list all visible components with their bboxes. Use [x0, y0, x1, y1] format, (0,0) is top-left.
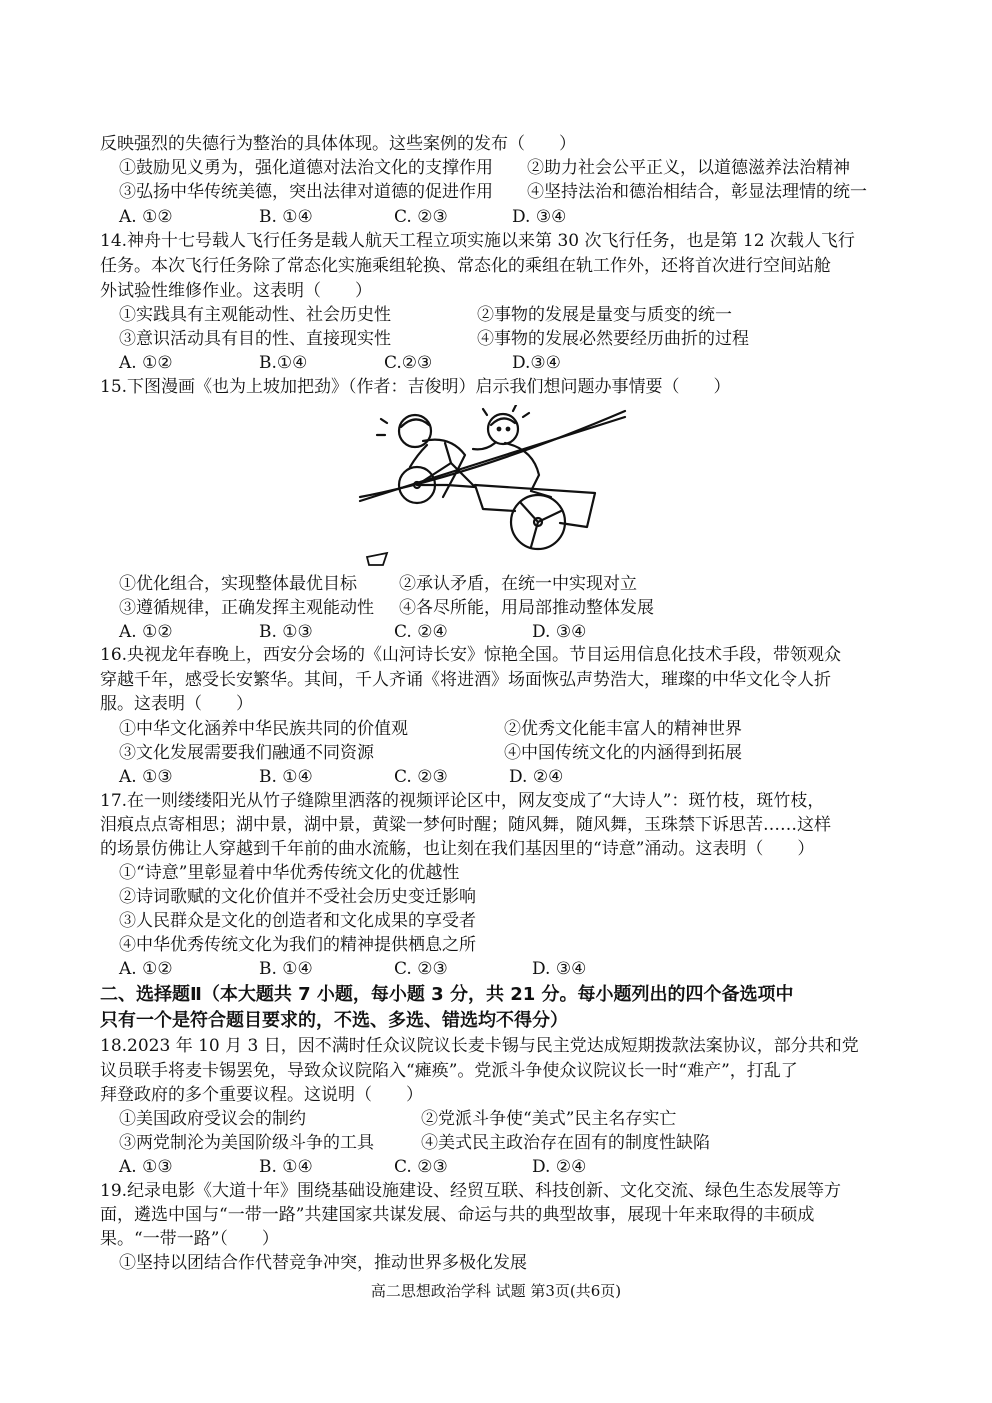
q15-statement-1: ①优化组合，实现整体最优目标 [119, 574, 357, 594]
q17-option-b: B. ①④ [259, 959, 313, 979]
q18-stem-line-3: 拜登政府的多个重要议程。这说明（ ） [100, 1085, 423, 1105]
q15-statement-3: ③遵循规律，正确发挥主观能动性 [119, 598, 374, 618]
q13-option-a: A. ①② [119, 207, 173, 227]
q18-option-d: D. ②④ [532, 1157, 587, 1177]
q15-option-a: A. ①② [119, 622, 173, 642]
q16-option-d: D. ②④ [509, 767, 564, 787]
q17-option-d: D. ③④ [532, 959, 587, 979]
cartoon-illustration [355, 405, 630, 570]
q14-option-d: D.③④ [512, 353, 561, 373]
section-2-heading-line-2: 只有一个是符合题目要求的，不选、多选、错选均不得分） [100, 1010, 568, 1031]
q16-statement-1: ①中华文化涵养中华民族共同的价值观 [119, 719, 408, 739]
q14-stem-line-1: 14.神舟十七号载人飞行任务是载人航天工程立项实施以来第 30 次飞行任务，也是第 12 次载人飞行 [100, 231, 855, 251]
q19-stem-line-1: 19.纪录电影《大道十年》围绕基础设施建设、经贸互联、科技创新、文化交流、绿色生态发展等方 [100, 1181, 842, 1201]
q14-stem-line-2: 任务。本次飞行任务除了常态化实施乘组轮换、常态化的乘组在轨工作外，还将首次进行空间站舱 [100, 256, 831, 276]
page-footer: 高二思想政治学科 试题 第3页(共6页) [370, 1282, 622, 1300]
q16-statement-4: ④中国传统文化的内涵得到拓展 [504, 743, 742, 763]
q16-stem-line-3: 服。这表明（ ） [100, 694, 253, 714]
q14-statement-2: ②事物的发展是量变与质变的统一 [477, 305, 732, 325]
q14-option-b: B.①④ [259, 353, 308, 373]
q18-statement-1: ①美国政府受议会的制约 [119, 1109, 306, 1129]
section-2-heading-line-1: 二、选择题Ⅱ（本大题共 7 小题，每小题 3 分，共 21 分。每小题列出的四个备选项中 [100, 984, 794, 1005]
q18-stem-line-2: 议员联手将麦卡锡罢免，导致众议院陷入“瘫痪”。党派斗争使众议院议长一时“难产”，打乱了 [100, 1061, 798, 1081]
q14-stem-line-3: 外试验性维修作业。这表明（ ） [100, 281, 372, 301]
q18-statement-2: ②党派斗争使“美式”民主名存实亡 [421, 1109, 677, 1129]
q19-statement-1: ①坚持以团结合作代替竞争冲突，推动世界多极化发展 [119, 1253, 527, 1273]
q16-statement-3: ③文化发展需要我们融通不同资源 [119, 743, 374, 763]
q17-stem-line-3: 的场景仿佛让人穿越到千年前的曲水流觞，也让刻在我们基因里的“诗意”涌动。这表明（ ） [100, 839, 815, 859]
q18-option-b: B. ①④ [259, 1157, 313, 1177]
q19-stem-line-2: 面，遴选中国与“一带一路”共建国家共谋发展、命运与共的典型故事，展现十年来取得的丰硕成 [100, 1205, 815, 1225]
q17-statement-4: ④中华优秀传统文化为我们的精神提供栖息之所 [119, 935, 476, 955]
q13-option-b: B. ①④ [259, 207, 313, 227]
q17-option-a: A. ①② [119, 959, 173, 979]
q16-option-c: C. ②③ [394, 767, 448, 787]
q13-statement-1: ①鼓励见义勇为，强化道德对法治文化的支撑作用 [119, 158, 493, 178]
q14-option-c: C.②③ [384, 353, 433, 373]
q16-option-b: B. ①④ [259, 767, 313, 787]
q16-stem-line-1: 16.央视龙年春晚上，西安分会场的《山河诗长安》惊艳全国。节目运用信息化技术手段，带领观众 [100, 645, 842, 665]
q16-option-a: A. ①③ [119, 767, 173, 787]
q17-statement-3: ③人民群众是文化的创造者和文化成果的享受者 [119, 911, 476, 931]
q13-stem-line: 反映强烈的失德行为整治的具体体现。这些案例的发布（ ） [100, 134, 576, 154]
q16-stem-line-2: 穿越千年，感受长安繁华。其间，千人齐诵《将进酒》场面恢弘声势浩大，璀璨的中华文化令人折 [100, 670, 831, 690]
q14-option-a: A. ①② [119, 353, 173, 373]
q17-statement-1: ①“诗意”里彰显着中华优秀传统文化的优越性 [119, 863, 460, 883]
q17-option-c: C. ②③ [394, 959, 448, 979]
q15-option-c: C. ②④ [394, 622, 448, 642]
q14-statement-4: ④事物的发展必然要经历曲折的过程 [477, 329, 749, 349]
q18-option-c: C. ②③ [394, 1157, 448, 1177]
q17-statement-2: ②诗词歌赋的文化价值并不受社会历史变迁影响 [119, 887, 476, 907]
q16-statement-2: ②优秀文化能丰富人的精神世界 [504, 719, 742, 739]
q19-stem-line-3: 果。“一带一路”（ ） [100, 1229, 279, 1249]
q13-option-c: C. ②③ [394, 207, 448, 227]
q13-statement-4: ④坚持法治和德治相结合，彰显法理情的统一 [527, 182, 867, 202]
q15-option-b: B. ①③ [259, 622, 313, 642]
q13-statement-3: ③弘扬中华传统美德，突出法律对道德的促进作用 [119, 182, 493, 202]
q13-option-d: D. ③④ [512, 207, 567, 227]
q15-option-d: D. ③④ [532, 622, 587, 642]
q15-statement-4: ④各尽所能，用局部推动整体发展 [399, 598, 654, 618]
q14-statement-3: ③意识活动具有目的性、直接现实性 [119, 329, 391, 349]
q17-stem-line-1: 17.在一则缕缕阳光从竹子缝隙里洒落的视频评论区中，网友变成了“大诗人”：斑竹枝，斑竹枝， [100, 791, 825, 811]
q14-statement-1: ①实践具有主观能动性、社会历史性 [119, 305, 391, 325]
q15-statement-2: ②承认矛盾，在统一中实现对立 [399, 574, 637, 594]
q13-statement-2: ②助力社会公平正义，以道德滋养法治精神 [527, 158, 850, 178]
q18-stem-line-1: 18.2023 年 10 月 3 日，因不满时任众议院议长麦卡锡与民主党达成短期拨款法案协议，部分共和党 [100, 1036, 859, 1056]
q18-statement-4: ④美式民主政治存在固有的制度性缺陷 [421, 1133, 710, 1153]
q18-statement-3: ③两党制沦为美国阶级斗争的工具 [119, 1133, 374, 1153]
q18-option-a: A. ①③ [119, 1157, 173, 1177]
q17-stem-line-2: 泪痕点点寄相思；湖中景，湖中景，黄粱一梦何时醒；随风舞，随风舞，玉珠禁下诉思苦……这样 [100, 815, 831, 835]
q15-stem-line: 15.下图漫画《也为上坡加把劲》（作者：吉俊明）启示我们想问题办事情要（ ） [100, 377, 731, 397]
